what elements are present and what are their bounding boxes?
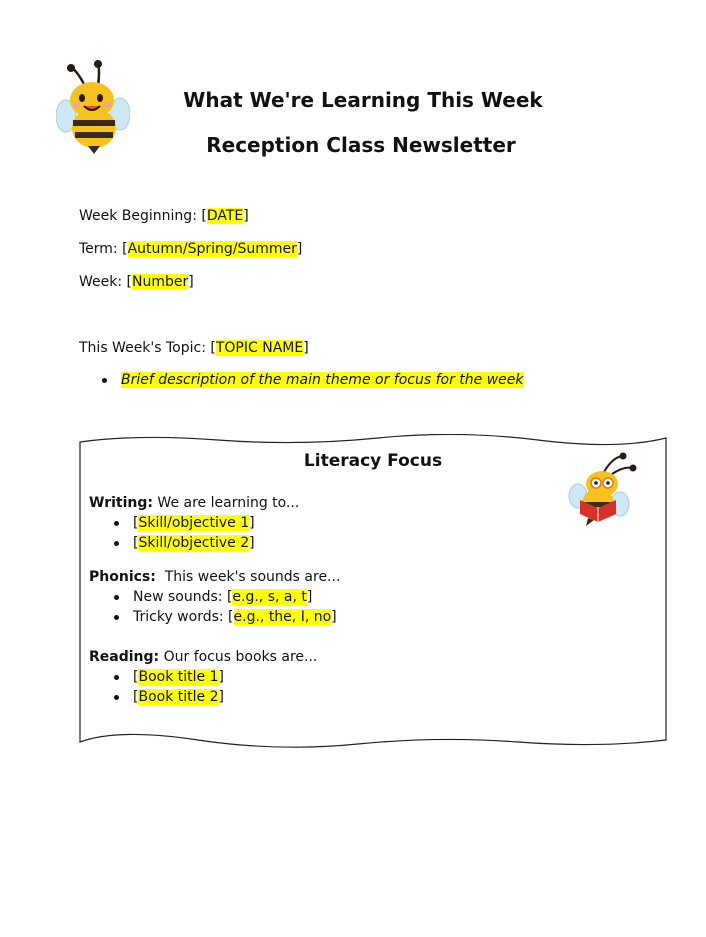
bullet-icon	[114, 595, 119, 600]
term-value: Autumn/Spring/Summer	[127, 241, 297, 257]
topic-description-item	[102, 372, 524, 388]
page-subtitle: Reception Class Newsletter	[206, 133, 516, 157]
new-sounds-item: New sounds: [e.g., s, a, t]	[114, 589, 312, 605]
reading-bee-icon	[564, 452, 640, 528]
page-title: What We're Learning This Week	[183, 88, 543, 112]
week-value: Number	[132, 274, 189, 290]
bullet-icon	[114, 541, 119, 546]
literacy-title: Literacy Focus	[303, 451, 443, 471]
writing-heading: Writing:	[89, 495, 153, 511]
reading-item: [Book title 1]	[114, 669, 224, 685]
week-line: Week: [Number]	[79, 274, 194, 290]
topic-value: TOPIC NAME	[215, 340, 304, 356]
bullet-icon	[114, 615, 119, 620]
week-beginning-value: DATE	[206, 208, 244, 224]
bullet-icon	[102, 378, 107, 383]
reading-heading: Reading:	[89, 649, 160, 665]
term-line: Term: [Autumn/Spring/Summer]	[79, 241, 303, 257]
reading-section: Reading: Our focus books are...	[89, 649, 318, 665]
writing-item: [Skill/objective 1]	[114, 515, 255, 531]
writing-item: [Skill/objective 2]	[114, 535, 255, 551]
week-beginning-line: Week Beginning: [DATE]	[79, 208, 249, 224]
phonics-heading: Phonics:	[89, 569, 156, 585]
topic-line: This Week's Topic: [TOPIC NAME]	[79, 340, 309, 356]
topic-description: Brief description of the main theme or focus for the week	[121, 372, 524, 388]
bullet-icon	[114, 521, 119, 526]
reading-item: [Book title 2]	[114, 689, 224, 705]
writing-section: Writing: We are learning to...	[89, 495, 300, 511]
bullet-icon	[114, 675, 119, 680]
phonics-section: Phonics: This week's sounds are...	[89, 569, 341, 585]
bullet-icon	[114, 695, 119, 700]
tricky-words-item: Tricky words: [e.g., the, I, no]	[114, 609, 337, 625]
